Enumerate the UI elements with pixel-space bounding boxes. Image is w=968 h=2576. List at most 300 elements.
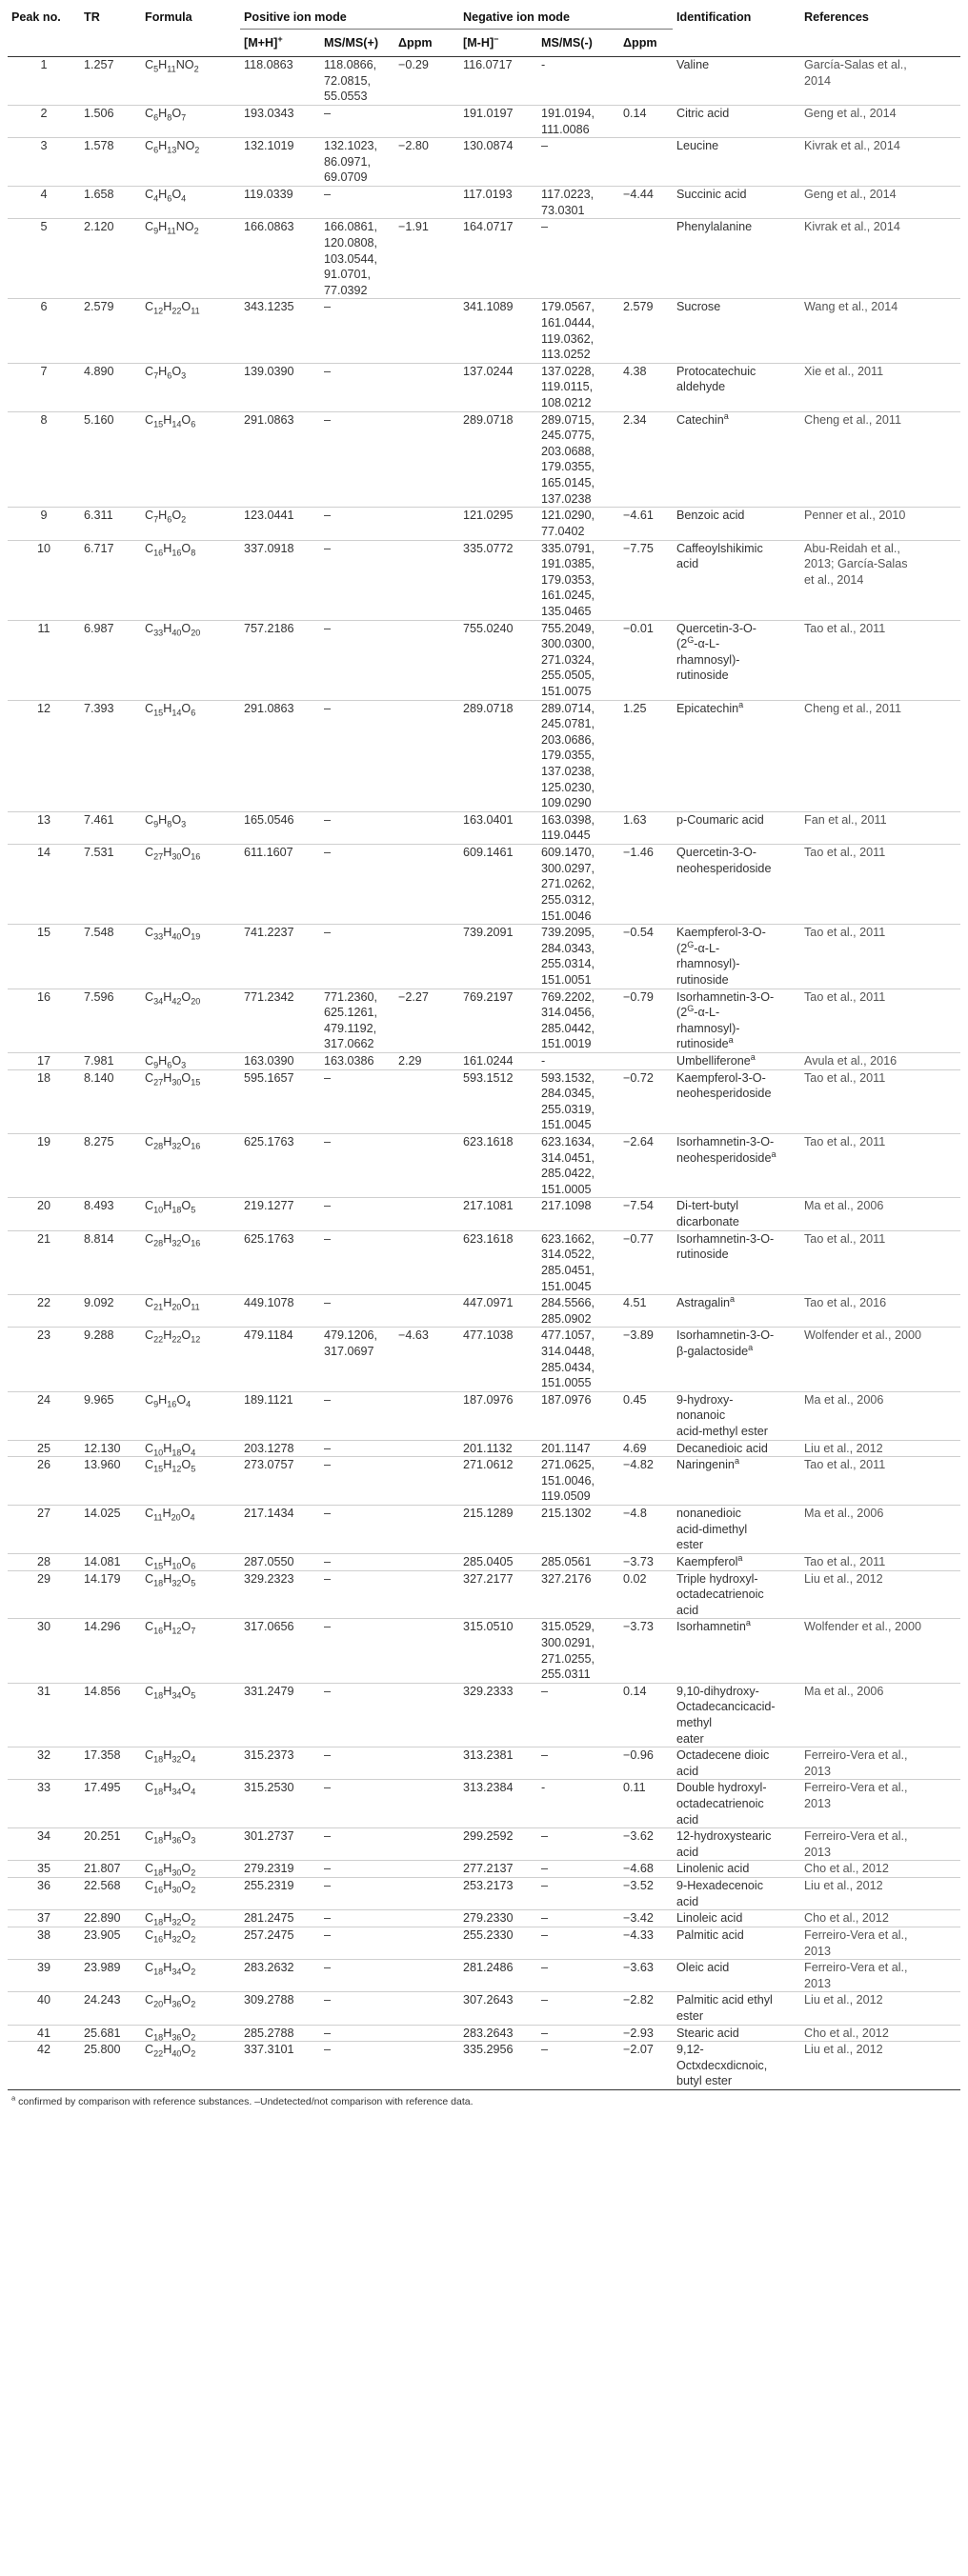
table-row [8, 1457, 960, 1506]
cell-tr: 25.681 [84, 2026, 121, 2040]
cell-dppm-neg: −0.01 [623, 621, 654, 635]
header-dppm-neg: Δppm [619, 29, 673, 57]
table-row [8, 1683, 960, 1747]
cell-dppm-neg: −3.63 [623, 1961, 654, 1975]
reference-marker: a [750, 1051, 756, 1062]
cell-mh-neg: 137.0244 [463, 364, 514, 378]
cell-msms-pos: – [324, 1392, 332, 1407]
cell-identification: Catechin$^a$ [676, 410, 729, 427]
table-row [8, 988, 960, 1052]
cell-msms-neg: - [541, 1054, 546, 1068]
cell-msms-pos: – [324, 300, 332, 314]
cell-msms-neg: 623.1662, 314.0522, 285.0451, 151.0045 [541, 1231, 595, 1293]
cell-dppm-pos [394, 411, 459, 508]
cell-mh-neg: 253.2173 [463, 1879, 514, 1893]
cell-identification: Leucine [676, 139, 719, 153]
cell-tr: 5.160 [84, 412, 114, 427]
cell-formula: $C_{28}H_{32}O_{16}$ [145, 1231, 201, 1248]
cell-formula: $C_{27}H_{30}O_{15}$ [145, 1070, 201, 1088]
cell-formula: $C_6H_{13}NO_2$ [145, 139, 200, 155]
cell-formula: $C_{16}H_{12}O_7$ [145, 1620, 196, 1636]
cell-dppm-pos [394, 1910, 459, 1927]
cell-dppm-neg: −3.52 [623, 1879, 654, 1893]
cell-references: Ferreiro-Vera et al., 2013 [804, 1961, 908, 1990]
cell-references: Cho et al., 2012 [804, 1911, 889, 1926]
cell-dppm-neg: 0.14 [623, 1684, 647, 1698]
cell-dppm-neg: −2.82 [623, 1993, 654, 2007]
cell-msms-pos: – [324, 1911, 332, 1926]
cell-formula: $C_5H_{11}NO_2$ [145, 58, 199, 74]
cell-identification: Citric acid [676, 107, 730, 121]
table-row [8, 1780, 960, 1828]
table-row [8, 1927, 960, 1959]
cell-formula: $C_{18}H_{32}O_5$ [145, 1571, 196, 1588]
cell-msms-neg: 755.2049, 300.0300, 271.0324, 255.0505, 151.0075 [541, 621, 595, 698]
cell-msms-pos: – [324, 846, 332, 860]
cell-dppm-pos [394, 811, 459, 844]
cell-mh-pos: 337.3101 [244, 2043, 294, 2057]
cell-peak-no: 13 [36, 812, 50, 827]
cell-mh-pos: 625.1763 [244, 1231, 294, 1246]
cell-peak-no: 25 [36, 1441, 50, 1455]
table-row [8, 299, 960, 363]
cell-msms-pos: – [324, 1441, 332, 1455]
cell-references: Cho et al., 2012 [804, 2026, 889, 2040]
cell-msms-neg: – [541, 1829, 549, 1844]
cell-peak-no: 36 [36, 1879, 50, 1893]
cell-msms-pos: – [324, 412, 332, 427]
cell-references: Wolfender et al., 2000 [804, 1328, 922, 1343]
cell-mh-pos: 331.2479 [244, 1684, 294, 1698]
cell-msms-pos: – [324, 701, 332, 715]
cell-formula: $C_{28}H_{32}O_{16}$ [145, 1135, 201, 1151]
cell-references: Geng et al., 2014 [804, 107, 897, 121]
cell-formula: $C_{10}H_{18}O_4$ [145, 1441, 196, 1458]
cell-mh-pos: 329.2323 [244, 1571, 294, 1586]
cell-dppm-neg: −4.33 [623, 1927, 654, 1942]
cell-msms-neg: 179.0567, 161.0444, 119.0362, 113.0252 [541, 300, 595, 362]
cell-tr: 14.179 [84, 1571, 121, 1586]
cell-tr: 7.548 [84, 926, 114, 940]
cell-mh-pos: 337.0918 [244, 541, 294, 555]
cell-formula: $C_{11}H_{20}O_4$ [145, 1507, 195, 1523]
cell-peak-no: 40 [36, 1993, 50, 2007]
cell-msms-pos: – [324, 1231, 332, 1246]
cell-formula: $C_9H_6O_3$ [145, 1054, 187, 1070]
cell-mh-pos: 132.1019 [244, 139, 294, 153]
cell-references: Tao et al., 2011 [804, 1554, 886, 1568]
cell-peak-no: 11 [37, 621, 50, 635]
cell-identification: Umbelliferone$^a$ [676, 1051, 756, 1068]
cell-identification: Epicatechin$^a$ [676, 699, 744, 715]
table-footnote [8, 2090, 960, 2113]
cell-identification: Isorhamnetin-3-O- neohesperidoside$^a$ [676, 1135, 776, 1165]
cell-dppm-neg: 4.51 [623, 1296, 647, 1310]
cell-msms-pos: – [324, 812, 332, 827]
table-row [8, 1295, 960, 1328]
table-row [8, 1198, 960, 1230]
cell-dppm-pos [394, 187, 459, 219]
cell-msms-neg: 284.5566, 285.0902 [541, 1296, 595, 1326]
cell-mh-neg: 217.1081 [463, 1199, 514, 1213]
cell-dppm-pos [394, 1198, 459, 1230]
cell-peak-no: 32 [36, 1748, 50, 1763]
cell-identification: Benzoic acid [676, 509, 745, 523]
cell-identification: 12-hydroxystearic acid [676, 1829, 772, 1859]
table-row [8, 1230, 960, 1294]
cell-dppm-pos [394, 2025, 459, 2042]
cell-dppm-pos [394, 1457, 459, 1506]
cell-mh-neg: 191.0197 [463, 107, 514, 121]
cell-peak-no: 22 [36, 1296, 50, 1310]
cell-identification: Di-tert-butyl dicarbonate [676, 1199, 739, 1229]
cell-msms-pos: – [324, 1781, 332, 1795]
cell-dppm-pos: −2.27 [398, 989, 429, 1004]
cell-mh-neg: 327.2177 [463, 1571, 514, 1586]
cell-peak-no: 41 [36, 2026, 50, 2040]
cell-msms-neg: – [541, 1684, 549, 1698]
cell-tr: 6.987 [84, 621, 114, 635]
cell-msms-pos: – [324, 1879, 332, 1893]
cell-dppm-pos [394, 1134, 459, 1198]
cell-mh-pos: 118.0863 [244, 58, 293, 72]
cell-dppm-pos [394, 1927, 459, 1959]
cell-mh-neg: 335.2956 [463, 2043, 514, 2057]
cell-mh-pos: 285.2788 [244, 2026, 294, 2040]
table-row [8, 700, 960, 811]
cell-tr: 1.578 [84, 139, 114, 153]
table-row [8, 2042, 960, 2090]
cell-mh-pos: 217.1434 [244, 1507, 294, 1521]
cell-mh-pos: 123.0441 [244, 509, 294, 523]
cell-dppm-neg: −3.62 [623, 1829, 654, 1844]
cell-identification: Astragalin$^a$ [676, 1293, 736, 1310]
cell-references: Xie et al., 2011 [804, 364, 884, 378]
cell-formula: $C_{22}H_{40}O_2$ [145, 2043, 196, 2059]
cell-dppm-pos [394, 1570, 459, 1619]
cell-mh-neg: 739.2091 [463, 926, 514, 940]
cell-dppm-pos: −2.80 [398, 139, 429, 153]
cell-formula: $C_{18}H_{36}O_3$ [145, 1829, 196, 1846]
cell-dppm-neg: −0.79 [623, 989, 654, 1004]
cell-references: Wang et al., 2014 [804, 300, 898, 314]
cell-formula: $C_{15}H_{14}O_6$ [145, 701, 196, 718]
cell-mh-pos: 291.0863 [244, 701, 294, 715]
cell-dppm-pos: 2.29 [398, 1054, 422, 1068]
cell-msms-pos: – [324, 1684, 332, 1698]
cell-msms-neg: - [541, 58, 546, 72]
cell-msms-neg: 289.0715, 245.0775, 203.0688, 179.0355, 165.0145, 137.0238 [541, 412, 595, 506]
cell-mh-pos: 165.0546 [244, 812, 294, 827]
cell-mh-pos: 771.2342 [244, 989, 294, 1004]
cell-dppm-pos [394, 1960, 459, 1992]
cell-msms-pos: 166.0861, 120.0808, 103.0544, 91.0701, 77.0392 [324, 220, 378, 297]
cell-references: Tao et al., 2011 [804, 989, 886, 1004]
cell-dppm-pos: −1.91 [398, 220, 429, 234]
cell-dppm-neg: −3.73 [623, 1554, 654, 1568]
cell-peak-no: 16 [36, 989, 50, 1004]
cell-msms-neg: – [541, 1879, 549, 1893]
reference-marker: a [738, 699, 744, 709]
cell-mh-pos: 203.1278 [244, 1441, 294, 1455]
cell-references: Tao et al., 2011 [804, 621, 886, 635]
cell-peak-no: 28 [36, 1554, 50, 1568]
cell-identification: Kaempferol$^a$ [676, 1552, 743, 1568]
cell-tr: 8.493 [84, 1199, 114, 1213]
cell-msms-pos: – [324, 2026, 332, 2040]
cell-formula: $C_{10}H_{18}O_5$ [145, 1199, 196, 1215]
cell-mh-pos: 343.1235 [244, 300, 294, 314]
cell-dppm-neg: 0.14 [623, 107, 647, 121]
cell-msms-pos: – [324, 1199, 332, 1213]
cell-dppm-neg: 2.579 [623, 300, 654, 314]
cell-mh-neg: 277.2137 [463, 1862, 514, 1876]
cell-dppm-neg: 1.63 [623, 812, 647, 827]
cell-identification: Stearic acid [676, 2026, 739, 2040]
cell-peak-no: 14 [36, 846, 50, 860]
cell-formula: $C_4H_6O_4$ [145, 188, 187, 204]
cell-references: Tao et al., 2011 [804, 1070, 886, 1085]
table-body [8, 57, 960, 2090]
table-row [8, 1992, 960, 2025]
cell-identification: Double hydroxyl- octadecatrienoic acid [676, 1781, 767, 1827]
cell-references: García-Salas et al., 2014 [804, 58, 907, 88]
reference-marker: a [734, 1456, 739, 1467]
cell-mh-pos: 273.0757 [244, 1458, 294, 1472]
cell-references: Ferreiro-Vera et al., 2013 [804, 1781, 908, 1811]
cell-mh-pos: 219.1277 [244, 1199, 294, 1213]
reference-marker: a [728, 1035, 734, 1046]
cell-mh-neg: 769.2197 [463, 989, 514, 1004]
cell-formula: $C_{34}H_{42}O_{20}$ [145, 989, 201, 1007]
cell-tr: 1.257 [84, 58, 114, 72]
cell-formula: $C_{15}H_{12}O_5$ [145, 1458, 196, 1474]
cell-references: Abu-Reidah et al., 2013; García-Salas et al., 2014 [804, 541, 908, 587]
cell-msms-pos: 771.2360, 625.1261, 479.1192, 317.0662 [324, 989, 378, 1051]
cell-msms-neg: 623.1634, 314.0451, 285.0422, 151.0005 [541, 1135, 595, 1196]
cell-dppm-neg: −4.8 [623, 1507, 647, 1521]
table-row [8, 57, 960, 106]
cell-mh-neg: 609.1461 [463, 846, 514, 860]
cell-peak-no: 39 [36, 1961, 50, 1975]
cell-references: Cho et al., 2012 [804, 1862, 889, 1876]
cell-msms-pos: – [324, 1748, 332, 1763]
cell-msms-neg: 769.2202, 314.0456, 285.0442, 151.0019 [541, 989, 595, 1051]
header-row-1 [8, 4, 960, 29]
cell-mh-neg: 307.2643 [463, 1993, 514, 2007]
cell-peak-no: 37 [36, 1911, 50, 1926]
cell-formula: $C_{15}H_{10}O_6$ [145, 1554, 196, 1571]
cell-references: Tao et al., 2011 [804, 1135, 886, 1149]
table-row [8, 1440, 960, 1457]
cell-formula: $C_{18}H_{32}O_4$ [145, 1748, 196, 1765]
header-msms-neg: MS/MS(-) [537, 29, 619, 57]
cell-msms-pos: – [324, 1927, 332, 1942]
cell-tr: 2.579 [84, 300, 114, 314]
cell-msms-neg: 121.0290, 77.0402 [541, 509, 595, 538]
cell-identification: Valine [676, 58, 710, 72]
cell-formula: $C_{16}H_{32}O_2$ [145, 1927, 196, 1945]
cell-identification: Isorhamnetin-3-O- β-galactoside$^a$ [676, 1328, 775, 1358]
cell-mh-neg: 201.1132 [463, 1441, 513, 1455]
header-msms-pos: MS/MS(+) [320, 29, 394, 57]
table-row [8, 811, 960, 844]
cell-peak-no: 34 [36, 1829, 50, 1844]
reference-marker: a [730, 1293, 736, 1304]
cell-peak-no: 17 [36, 1054, 50, 1068]
cell-identification: Isorhamnetin$^a$ [676, 1618, 751, 1634]
cell-msms-pos: – [324, 1620, 332, 1634]
cell-dppm-pos [394, 1230, 459, 1294]
cell-msms-neg: 739.2095, 284.0343, 255.0314, 151.0051 [541, 926, 595, 987]
cell-msms-pos: – [324, 1961, 332, 1975]
cell-identification: Isorhamnetin-3-O- rutinoside [676, 1231, 775, 1262]
cell-dppm-neg: 0.02 [623, 1571, 647, 1586]
cell-identification: 9,12- Octxdecxdicnoic, butyl ester [676, 2043, 768, 2088]
cell-dppm-neg: −7.54 [623, 1199, 654, 1213]
cell-mh-neg: 335.0772 [463, 541, 514, 555]
header-formula: Formula [141, 4, 240, 57]
cell-dppm-neg: 1.25 [623, 701, 647, 715]
cell-mh-neg: 477.1038 [463, 1328, 514, 1343]
cell-identification: Oleic acid [676, 1961, 730, 1975]
cell-mh-pos: 449.1078 [244, 1296, 294, 1310]
table-row [8, 363, 960, 411]
cell-dppm-pos [394, 1069, 459, 1133]
header-mh-neg: [M-H]− [459, 29, 537, 57]
table-row [8, 620, 960, 700]
cell-identification: p-Coumaric acid [676, 812, 764, 827]
table-row [8, 1053, 960, 1070]
cell-dppm-neg: −7.75 [623, 541, 654, 555]
cell-dppm-neg [619, 219, 673, 299]
cell-identification: Quercetin-3-O- neohesperidoside [676, 846, 772, 875]
cell-peak-no: 9 [40, 509, 48, 523]
cell-formula: $C_6H_8O_7$ [145, 107, 187, 123]
cell-msms-pos: – [324, 1135, 332, 1149]
cell-identification: Kaempferol-3-O- ($2^G-\alpha-L-$ rhamnosyl)- rutinoside [676, 926, 766, 987]
cell-tr: 7.531 [84, 846, 114, 860]
cell-msms-pos: – [324, 1829, 332, 1844]
cell-references: Tao et al., 2016 [804, 1296, 887, 1310]
cell-peak-no: 24 [36, 1392, 50, 1407]
cell-msms-pos: – [324, 1296, 332, 1310]
cell-formula: $C_{21}H_{20}O_{11}$ [145, 1296, 200, 1312]
cell-identification: nonanedioic acid-dimethyl ester [676, 1507, 748, 1552]
cell-references: Ferreiro-Vera et al., 2013 [804, 1927, 908, 1958]
cell-identification: Palmitic acid [676, 1927, 744, 1942]
cell-dppm-neg: −0.54 [623, 926, 654, 940]
cell-formula: $C_{27}H_{30}O_{16}$ [145, 846, 201, 862]
cell-dppm-pos [394, 1861, 459, 1878]
cell-formula: $C_{16}H_{30}O_2$ [145, 1879, 196, 1895]
cell-dppm-neg: −3.89 [623, 1328, 654, 1343]
cell-msms-pos: – [324, 621, 332, 635]
cell-mh-neg: 271.0612 [463, 1458, 514, 1472]
cell-tr: 9.965 [84, 1392, 114, 1407]
cell-dppm-pos [394, 1553, 459, 1570]
cell-references: Ma et al., 2006 [804, 1684, 884, 1698]
cell-msms-pos: 118.0866, 72.0815, 55.0553 [324, 58, 377, 104]
compounds-table [8, 4, 960, 2090]
cell-mh-neg: 281.2486 [463, 1961, 514, 1975]
cell-dppm-neg: 4.38 [623, 364, 647, 378]
cell-tr: 17.495 [84, 1781, 121, 1795]
cell-peak-no: 18 [36, 1070, 50, 1085]
cell-msms-neg: 327.2176 [541, 1571, 592, 1586]
cell-identification: 9,10-dihydroxy- Octadecancicacid- methyl eater [676, 1684, 776, 1746]
cell-peak-no: 12 [36, 701, 50, 715]
cell-identification: Isorhamnetin-3-O- ($2^G-\alpha-L-$ rhamnosyl)- rutinoside$^a$ [676, 989, 775, 1051]
footnote-text: confirmed by comparison with reference substances. –Undetected/not comparison with reference data. [15, 2096, 474, 2107]
cell-tr: 17.358 [84, 1748, 121, 1763]
cell-mh-neg: 279.2330 [463, 1911, 514, 1926]
cell-mh-pos: 281.2475 [244, 1911, 294, 1926]
cell-formula: $C_9H_{16}O_4$ [145, 1392, 192, 1409]
cell-mh-neg: 255.2330 [463, 1927, 514, 1942]
cell-mh-neg: 130.0874 [463, 139, 514, 153]
cell-references: Ma et al., 2006 [804, 1199, 884, 1213]
cell-identification: Succinic acid [676, 188, 747, 202]
cell-mh-pos: 315.2530 [244, 1781, 294, 1795]
cell-mh-pos: 757.2186 [244, 621, 294, 635]
cell-peak-no: 8 [40, 412, 48, 427]
cell-peak-no: 42 [36, 2043, 50, 2057]
cell-identification: Quercetin-3-O- ($2^G-\alpha-L-$ rhamnosyl)- rutinoside [676, 621, 756, 683]
cell-identification: Phenylalanine [676, 220, 753, 234]
header-dppm-pos: Δppm [394, 29, 459, 57]
cell-formula: $C_7H_6O_3$ [145, 364, 187, 381]
table-row [8, 1910, 960, 1927]
cell-references: Liu et al., 2012 [804, 1993, 883, 2007]
header-identification: Identification [673, 4, 800, 57]
cell-identification: Linoleic acid [676, 1911, 743, 1926]
cell-tr: 7.393 [84, 701, 114, 715]
cell-msms-neg: 271.0625, 151.0046, 119.0509 [541, 1458, 595, 1504]
table-row [8, 106, 960, 138]
cell-identification: Protocatechuic aldehyde [676, 364, 756, 394]
cell-formula: $C_{15}H_{14}O_6$ [145, 412, 196, 429]
cell-msms-pos: – [324, 364, 332, 378]
table-row [8, 1619, 960, 1683]
cell-msms-pos: – [324, 926, 332, 940]
cell-formula: $C_{20}H_{36}O_2$ [145, 1993, 196, 2009]
table-row [8, 1069, 960, 1133]
cell-mh-pos: 595.1657 [244, 1070, 294, 1085]
cell-formula: $C_{18}H_{34}O_4$ [145, 1781, 196, 1797]
cell-references: Kivrak et al., 2014 [804, 220, 900, 234]
cell-msms-neg: 285.0561 [541, 1554, 592, 1568]
cell-msms-neg: 289.0714, 245.0781, 203.0686, 179.0355, 137.0238, 125.0230, 109.0290 [541, 701, 595, 810]
cell-peak-no: 6 [40, 300, 48, 314]
cell-msms-neg: – [541, 220, 549, 234]
cell-dppm-neg: −3.73 [623, 1620, 654, 1634]
cell-tr: 8.275 [84, 1135, 114, 1149]
cell-dppm-neg: 0.45 [623, 1392, 647, 1407]
cell-tr: 9.288 [84, 1328, 114, 1343]
cell-msms-neg: – [541, 1961, 549, 1975]
cell-mh-neg: 313.2381 [463, 1748, 514, 1763]
cell-msms-neg: - [541, 1781, 546, 1795]
cell-mh-pos: 139.0390 [244, 364, 294, 378]
cell-references: Geng et al., 2014 [804, 188, 897, 202]
cell-msms-pos: 132.1023, 86.0971, 69.0709 [324, 139, 378, 185]
cell-dppm-neg: −4.44 [623, 188, 654, 202]
cell-dppm-neg: −4.82 [623, 1458, 654, 1472]
cell-formula: $C_{18}H_{36}O_2$ [145, 2026, 196, 2043]
table-row [8, 1861, 960, 1878]
cell-dppm-pos: −4.63 [398, 1328, 429, 1343]
